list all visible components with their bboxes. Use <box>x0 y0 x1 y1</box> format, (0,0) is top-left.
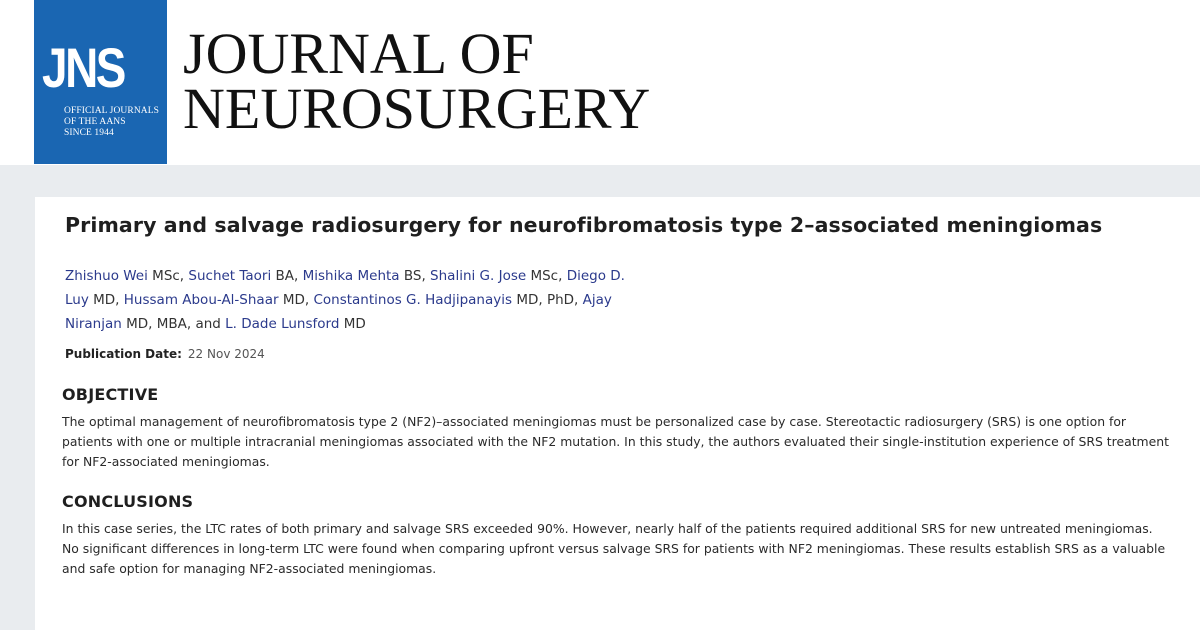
author-link[interactable]: Diego D. Luy <box>65 268 625 308</box>
author-link[interactable]: Constantinos G. Hadjipanayis <box>313 292 513 308</box>
site-header <box>0 0 1200 165</box>
journal-title[interactable] <box>183 21 651 141</box>
publication-date <box>65 347 265 361</box>
author-degree: MSc, <box>526 268 567 284</box>
author-link[interactable]: Shalini G. Jose <box>430 268 527 284</box>
jns-logo[interactable] <box>34 0 167 164</box>
objective-heading: OBJECTIVE <box>62 385 159 404</box>
author-degree: BA, <box>271 268 303 284</box>
author-link[interactable]: L. Dade Lunsford <box>225 316 340 332</box>
author-degree: MD, PhD, <box>512 292 583 308</box>
logo-mark: JNS <box>42 36 124 99</box>
objective-text: The optimal management of neurofibromatosis type 2 (NF2)–associated meningiomas must be personalized case by case. Stereotactic radiosurgery (SRS) is one option for patients with one or multiple intracranial meningiomas associated with the NF2 mutation. In this study, the authors evaluated their single-institution experience of SRS treatment for NF2-associated meningiomas. <box>62 414 1169 469</box>
author-link[interactable]: Suchet Taori <box>188 268 272 284</box>
author-link[interactable]: Mishika Mehta <box>302 268 400 284</box>
author-degree: MD, <box>88 292 124 308</box>
conclusions-text: In this case series, the LTC rates of both primary and salvage SRS exceeded 90%. However, nearly half of the patients required additional SRS for new untreated meningiomas. No significant differences in long-term LTC were found when comparing upfront versus salvage SRS for patients with NF2 meningiomas. These results establish SRS as a valuable and safe option for managing NF2-associated meningiomas. <box>62 521 1166 576</box>
article-title[interactable]: Primary and salvage radiosurgery for neurofibromatosis type 2–associated meningiomas <box>65 213 1103 237</box>
logo-subtitle-line: OFFICIAL JOURNALS <box>64 106 160 116</box>
logo-subtitle <box>64 106 159 139</box>
author-degree: MSc, <box>147 268 189 284</box>
conclusions-heading: CONCLUSIONS <box>62 492 194 511</box>
author-degree: MD <box>339 316 366 332</box>
author-link[interactable]: Hussam Abou-Al-Shaar <box>123 292 279 308</box>
publication-date-label: Publication Date: <box>65 347 182 361</box>
publication-date-value: 22 Nov 2024 <box>187 347 265 361</box>
logo-subtitle-line: SINCE 1944 <box>64 128 114 138</box>
author-degree: MD, MBA, and <box>121 316 226 332</box>
author-link[interactable]: Ajay Niranjan <box>65 292 612 332</box>
journal-title-line: JOURNAL OF <box>183 21 534 86</box>
author-degree: MD, <box>278 292 314 308</box>
author-degree: BS, <box>399 268 431 284</box>
article-card <box>35 197 1200 630</box>
journal-title-line: NEUROSURGERY <box>183 76 651 141</box>
author-link[interactable]: Zhishuo Wei <box>65 268 148 284</box>
logo-subtitle-line: OF THE AANS <box>64 117 126 127</box>
author-list <box>65 264 645 336</box>
